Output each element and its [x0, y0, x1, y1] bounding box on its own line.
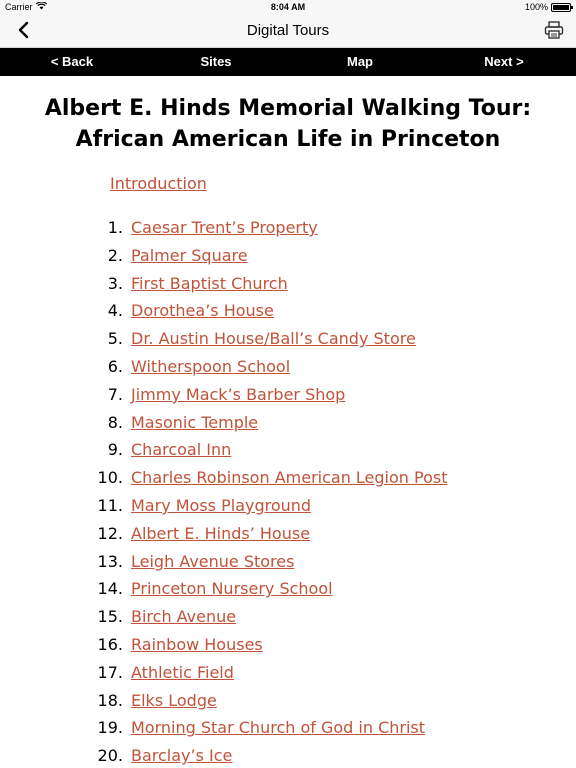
site-link[interactable]: Princeton Nursery School	[131, 579, 333, 599]
list-item	[0, 297, 576, 325]
site-number: 7.	[107, 384, 123, 404]
list-item	[0, 353, 576, 381]
page-title: Albert E. Hinds Memorial Walking Tour: African American Life in Princeton	[44, 96, 532, 152]
printer-icon	[544, 21, 564, 43]
site-link[interactable]: Charcoal Inn	[131, 440, 232, 460]
tab-back[interactable]: < Back	[50, 54, 94, 69]
list-item	[0, 325, 576, 353]
list-item	[0, 409, 576, 437]
site-number: 19.	[97, 718, 123, 738]
site-link[interactable]: Leigh Avenue Stores	[131, 551, 295, 571]
site-link[interactable]: Morning Star Church of God in Christ	[131, 718, 426, 738]
site-link[interactable]: Witherspoon School	[131, 356, 291, 376]
list-item	[0, 714, 576, 742]
list-item	[0, 492, 576, 520]
tour-content	[0, 76, 576, 768]
site-number: 2.	[107, 245, 123, 265]
list-item	[0, 548, 576, 576]
tab-map[interactable]: Map	[347, 54, 373, 69]
list-item	[0, 242, 576, 270]
site-link[interactable]: Charles Robinson American Legion Post	[131, 468, 448, 488]
carrier-label: Carrier	[5, 2, 33, 12]
list-item	[0, 659, 576, 687]
site-number: 17.	[97, 662, 123, 682]
list-item	[0, 575, 576, 603]
list-item	[0, 464, 576, 492]
status-bar	[0, 0, 576, 15]
intro-container	[110, 174, 576, 194]
site-number: 4.	[107, 301, 123, 321]
list-item	[0, 381, 576, 409]
tour-tab-bar	[0, 48, 576, 76]
list-item	[0, 270, 576, 298]
site-link[interactable]: Masonic Temple	[131, 412, 259, 432]
site-link[interactable]: Dr. Austin House/Ball’s Candy Store	[131, 329, 416, 349]
list-item	[0, 214, 576, 242]
site-link[interactable]: Rainbow Houses	[131, 634, 263, 654]
list-item	[0, 742, 576, 768]
site-link[interactable]: Birch Avenue	[131, 607, 237, 627]
site-number: 15.	[97, 607, 123, 627]
site-link[interactable]: Caesar Trent’s Property	[131, 218, 318, 237]
site-link[interactable]: Palmer Square	[131, 245, 248, 265]
site-number: 14.	[97, 579, 123, 599]
site-link[interactable]: Barclay’s Ice	[131, 746, 233, 766]
status-time: 8:04 AM	[270, 2, 306, 12]
navigation-bar	[0, 15, 576, 48]
tab-next[interactable]: Next >	[484, 54, 524, 69]
site-number: 13.	[97, 551, 123, 571]
list-item	[0, 631, 576, 659]
site-number: 8.	[107, 412, 123, 432]
site-link[interactable]: Elks Lodge	[131, 690, 217, 710]
list-item	[0, 436, 576, 464]
site-link[interactable]: Albert E. Hinds’ House	[131, 523, 311, 543]
site-number: 18.	[97, 690, 123, 710]
site-number: 5.	[107, 329, 123, 349]
site-number: 3.	[107, 273, 123, 293]
nav-title: Digital Tours	[246, 22, 330, 39]
site-number: 1.	[107, 218, 123, 237]
introduction-link[interactable]: Introduction	[110, 174, 207, 193]
site-number: 11.	[97, 495, 123, 515]
site-list	[0, 214, 576, 768]
site-number: 9.	[107, 440, 123, 460]
site-number: 6.	[107, 356, 123, 376]
site-number: 16.	[97, 634, 123, 654]
print-button[interactable]	[542, 20, 566, 44]
list-item	[0, 687, 576, 715]
list-item	[0, 603, 576, 631]
battery-percent: 100%	[524, 2, 548, 12]
site-number: 12.	[97, 523, 123, 543]
tab-sites[interactable]: Sites	[200, 54, 232, 69]
site-link[interactable]: Athletic Field	[131, 662, 234, 682]
site-number: 10.	[97, 468, 123, 488]
site-link[interactable]: Jimmy Mack’s Barber Shop	[131, 384, 346, 404]
battery-status	[525, 2, 571, 12]
list-item	[0, 520, 576, 548]
site-number: 20.	[97, 746, 123, 766]
site-link[interactable]: Dorothea’s House	[131, 301, 274, 321]
site-link[interactable]: First Baptist Church	[131, 273, 288, 293]
site-link[interactable]: Mary Moss Playground	[131, 495, 312, 515]
battery-icon	[551, 3, 571, 12]
